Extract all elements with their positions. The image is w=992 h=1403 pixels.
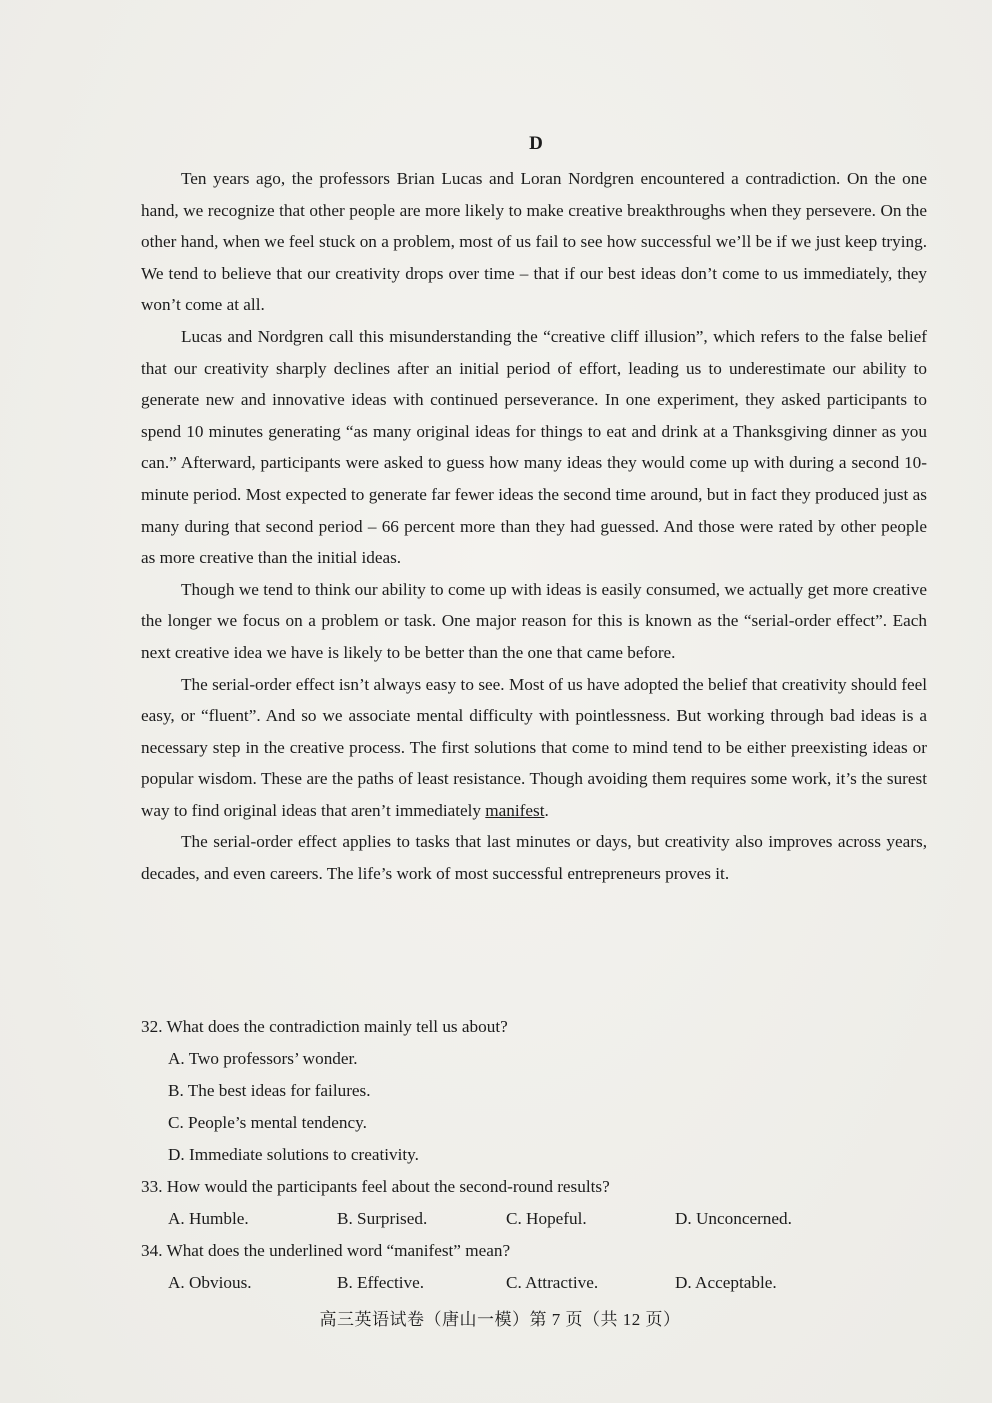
question-stem: 33. How would the participants feel about the second-round results? [141, 1177, 610, 1196]
question-32 [141, 1011, 927, 1171]
option-b: B. Surprised. [337, 1209, 428, 1228]
question-33 [141, 1171, 927, 1235]
paragraph-5: The serial-order effect applies to tasks that last minutes or days, but creativity also improves across years, decades, and even careers. The life’s work of most successful entrepreneurs proves it. [141, 832, 927, 884]
option-d: D. Immediate solutions to creativity. [168, 1145, 419, 1164]
paragraph-4-text: The serial-order effect isn’t always easy to see. Most of us have adopted the belief that creativity should feel easy, or “fluent”. And so we associate mental difficulty with pointlessness. But working through bad ideas is a necessary step in the creative process. The first solutions that come to mind tend to be either preexisting ideas or popular wisdom. These are the paths of least resistance. Though avoiding them requires some work, it’s the surest way to find original ideas that aren’t immediately [141, 674, 927, 820]
paragraph-4-end: . [544, 800, 549, 820]
paragraph-2: Lucas and Nordgren call this misunderstanding the “creative cliff illusion”, which refers to the false belief that our creativity sharply declines after an initial period of effort, leading us to underestimate our ability to generate new and innovative ideas with continued perseverance. In one experiment, they asked participants to spend 10 minutes generating “as many original ideas for things to eat and drink at a Thanksgiving dinner as you can.” Afterward, participants were asked to guess how many ideas they would come up with during a second 10-minute period. Most expected to generate far fewer ideas the second time around, but in fact they produced just as many during that second period – 66 percent more than they had guessed. And those were rated by other people as more creative than the initial ideas. [141, 326, 927, 568]
section-label: D [529, 133, 543, 154]
option-b: B. Effective. [337, 1273, 425, 1292]
option-c: C. Hopeful. [506, 1209, 587, 1228]
question-list [141, 1011, 927, 1299]
option-b: B. The best ideas for failures. [168, 1081, 371, 1100]
question-34 [141, 1235, 927, 1299]
option-d: D. Acceptable. [675, 1273, 777, 1292]
question-stem: 32. What does the contradiction mainly tell us about? [141, 1017, 508, 1036]
option-row [141, 1203, 927, 1235]
underlined-word: manifest [485, 800, 545, 820]
question-stem: 34. What does the underlined word “manifest” mean? [141, 1241, 511, 1260]
option-a: A. Two professors’ wonder. [168, 1049, 358, 1068]
option-c: C. People’s mental tendency. [168, 1113, 367, 1132]
option-a: A. Humble. [168, 1209, 249, 1228]
paragraph-4 [141, 669, 927, 827]
option-row [141, 1267, 927, 1299]
option-d: D. Unconcerned. [675, 1209, 792, 1228]
option-c: C. Attractive. [506, 1273, 599, 1292]
reading-passage [141, 163, 927, 890]
page-footer: 高三英语试卷（唐山一模）第 7 页（共 12 页） [319, 1310, 681, 1329]
paragraph-3: Though we tend to think our ability to come up with ideas is easily consumed, we actually get more creative the longer we focus on a problem or task. One major reason for this is known as the “serial-order effect”. Each next creative idea we have is likely to be better than the one that came before. [141, 579, 927, 662]
option-a: A. Obvious. [168, 1273, 252, 1292]
paragraph-1: Ten years ago, the professors Brian Lucas and Loran Nordgren encountered a contradiction. On the one hand, we recognize that other people are more likely to make creative breakthroughs when they persevere. On the other hand, when we feel stuck on a problem, most of us fail to see how successful we’ll be if we just keep trying. We tend to believe that our creativity drops over time – that if our best ideas don’t come to us immediately, they won’t come at all. [141, 169, 927, 315]
